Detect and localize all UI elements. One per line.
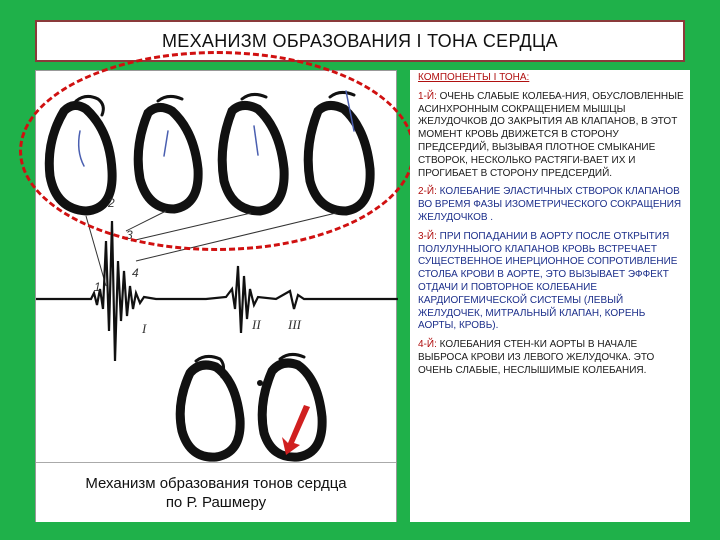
highlight-oval — [19, 51, 415, 251]
caption-line-1: Механизм образования тонов сердца — [85, 474, 347, 492]
component-text-4: КОЛЕБАНИЯ СТЕН-КИ АОРТЫ В НАЧАЛЕ ВЫБРОСА КРОВИ ИЗ ЛЕВОГО ЖЕЛУДОЧКА. ЭТО ОЧЕНЬ СЛАБЫЕ, НЕСЛЫШИМЫЕ КОЛЕБАНИЯ. — [418, 339, 655, 376]
heart-drawing-5 — [180, 356, 240, 457]
blood-flow-arrow — [282, 405, 310, 455]
tone-marker — [257, 380, 263, 386]
component-text-3: ПРИ ПОПАДАНИИ В АОРТУ ПОСЛЕ ОТКРЫТИЯ ПОЛУЛУННЫОГО КЛАПАНОВ КРОВЬ ВСТРЕЧАЕТ СУЩЕСТВЕННОЕ ИНЕРЦИОННОЕ СОПРОТИВЛЕНИЕ СТОЛБА КРОВИ В АОРТЕ, ЭТО ВЫЗЫВАЕТ ЭФФЕКТ ОТДАЧИ И ПОВТОРНОЕ КОЛЕБАНИЕ КАРДИОГЕМИЧЕСКОЙ СИСТЕМЫ (ЛЕВЫЙ ЖЕЛУДОЧЕК, МИТРАЛЬНЫЙ КЛАПАН, КОРЕНЬ АОРТЫ, КРОВЬ). — [418, 230, 678, 332]
components-heading: КОМПОНЕНТЫ I ТОНА: — [418, 72, 530, 83]
component-item-3 — [418, 231, 684, 333]
title-box — [35, 20, 685, 62]
component-num-4: 4-Й: — [418, 339, 437, 351]
component-num-3: 3-Й: — [418, 230, 437, 242]
figure-panel — [35, 70, 397, 522]
label-2: 2 — [108, 196, 115, 210]
component-item-4 — [418, 339, 684, 377]
page-title: МЕХАНИЗМ ОБРАЗОВАНИЯ I ТОНА СЕРДЦА — [162, 30, 558, 51]
caption-line-2: по Р. Рашмеру — [165, 493, 267, 511]
component-item-2 — [418, 186, 684, 224]
components-text-panel — [410, 70, 690, 522]
figure-caption — [36, 462, 396, 522]
label-tone-iii: III — [288, 317, 301, 332]
label-tone-i: I — [142, 321, 147, 336]
component-num-1: 1-Й: — [418, 90, 437, 102]
label-3: 3 — [126, 228, 133, 242]
label-4: 4 — [132, 266, 139, 280]
component-text-1: ОЧЕНЬ СЛАБЫЕ КОЛЕБА-НИЯ, ОБУСЛОВЛЕННЫЕ АСИНХРОННЫМ СОКРАЩЕНИЕМ МЫШЦЫ ЖЕЛУДОЧКОВ ДО ЗАКРЫТИЯ АВ КЛАПАНОВ, В ЭТОТ МОМЕНТ КРОВЬ ДВИЖЕТСЯ В СТОРОНУ ПРЕДСЕРДИЙ, ВЫЗЫВАЯ ПЛОТНОЕ СМЫКАНИЕ СТВОРОК, НЕСКОЛЬКО РАСТЯГИ-ВАЕТ ИХ И ПРОГИБАЕТ В СТОРОНУ ПРЕДСЕРДИЙ. — [418, 90, 684, 179]
component-item-1 — [418, 91, 684, 181]
label-1: 1 — [94, 280, 101, 294]
component-num-2: 2-Й: — [418, 186, 437, 198]
label-tone-ii: II — [252, 317, 261, 332]
component-text-2: КОЛЕБАНИЕ ЭЛАСТИЧНЫХ СТВОРОК КЛАПАНОВ ВО ВРЕМЯ ФАЗЫ ИЗОМЕТРИЧЕСКОГО СОКРАЩЕНИЯ ЖЕЛУДОЧКОВ . — [418, 186, 682, 223]
